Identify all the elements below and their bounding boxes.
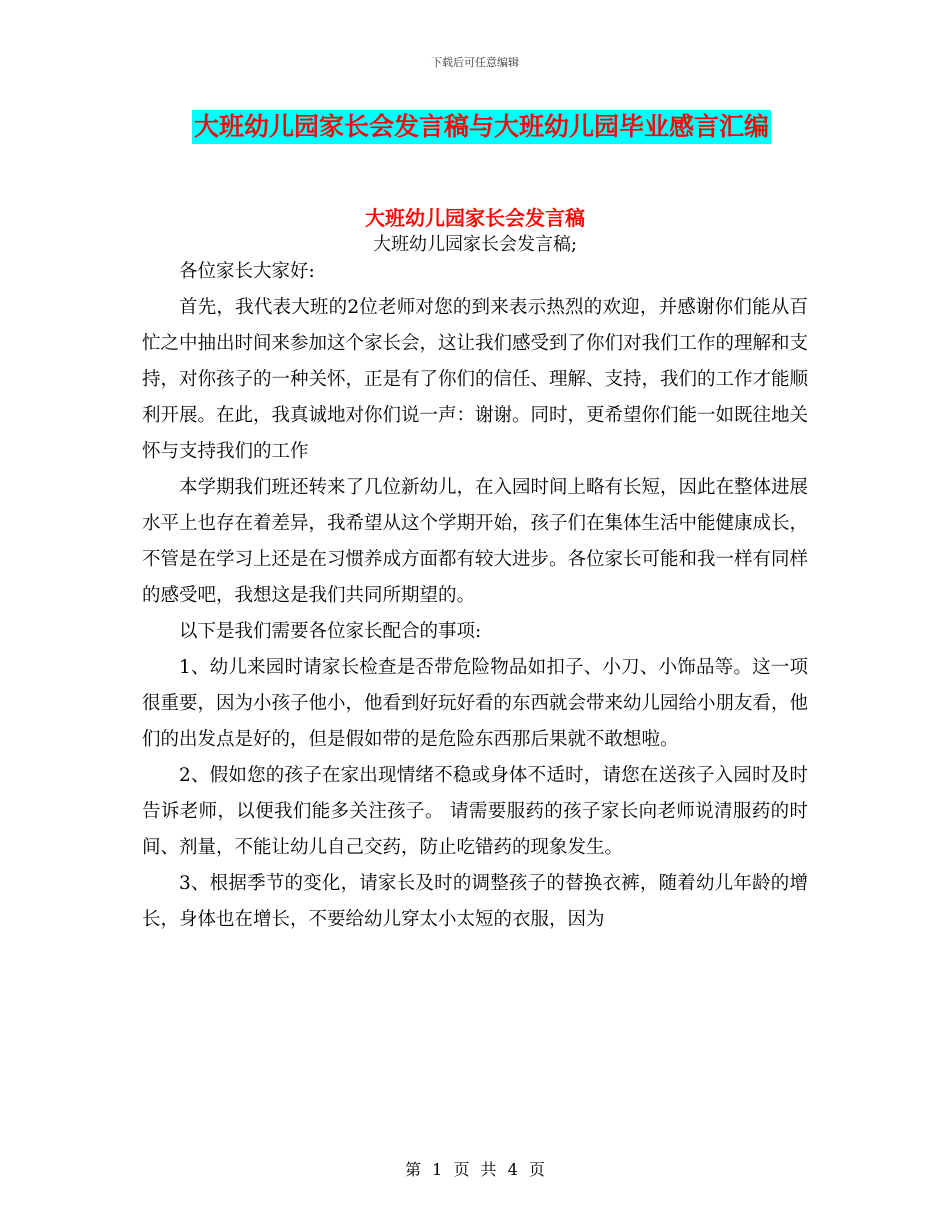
page-number-footer: 第 1 页 共 4 页 xyxy=(405,1160,545,1179)
section-subtitle: 大班幼儿园家长会发言稿; xyxy=(372,234,578,255)
header-note: 下载后可任意编辑 xyxy=(431,56,519,69)
document-main-title: 大班幼儿园家长会发言稿与大班幼儿园毕业感言汇编 xyxy=(192,110,771,144)
paragraph-item-3: 3、根据季节的变化，请家长及时的调整孩子的替换衣裤，随着幼儿年龄的增长，身体也在增长，不要给幼儿穿太小太短的衣服，因为 xyxy=(142,873,808,930)
paragraph-item-1: 1、幼儿来园时请家长检查是否带危险物品如扣子、小刀、小饰品等。这一项很重要，因为小孩子他小，他看到好玩好看的东西就会带来幼儿园给小朋友看，他们的出发点是好的，但是假如带的是危险东西那后果就不敢想啦。 xyxy=(142,657,809,750)
section-title: 大班幼儿园家长会发言稿 xyxy=(365,206,585,230)
body-text xyxy=(142,254,808,938)
paragraph-welcome: 首先，我代表大班的2位老师对您的到来表示热烈的欢迎，并感谢你们能从百忙之中抽出时间来参加这个家长会，这让我们感受到了你们对我们工作的理解和支持，对你孩子的一种关怀，正是有了你们的信任、理解、支持，我们的工作才能顺利开展。在此，我真诚地对你们说一声：谢谢。同时，更希望你们能一如既往地关怀与支持我们的工作 xyxy=(142,297,809,462)
paragraph-cooperation-intro: 以下是我们需要各位家长配合的事项: xyxy=(179,621,482,642)
paragraph-item-2: 2、假如您的孩子在家出现情绪不稳或身体不适时，请您在送孩子入园时及时告诉老师，以便我们能多关注孩子。 请需要服药的孩子家长向老师说清服药的时间、剂量，不能让幼儿自己交药，防止吃错药的现象发生。 xyxy=(142,765,808,858)
paragraph-greeting: 各位家长大家好: xyxy=(179,261,315,282)
paragraph-new-children: 本学期我们班还转来了几位新幼儿，在入园时间上略有长短，因此在整体进展水平上也存在着差异，我希望从这个学期开始，孩子们在集体生活中能健康成长，不管是在学习上还是在习惯养成方面都有较大进步。各位家长可能和我一样有同样的感受吧，我想这是我们共同所期望的。 xyxy=(142,477,809,606)
